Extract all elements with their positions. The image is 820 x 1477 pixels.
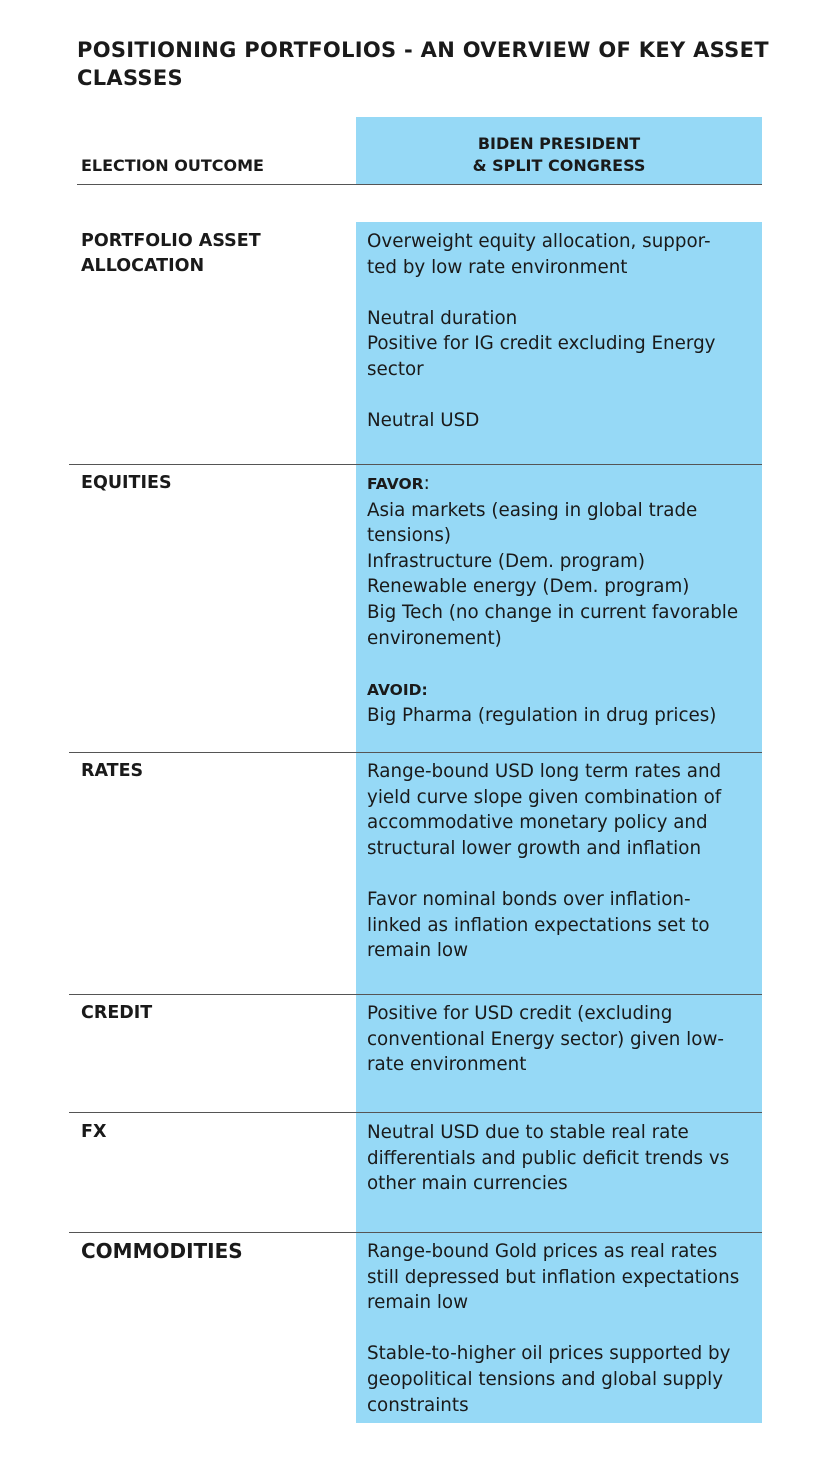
text-line: Favor nominal bonds over inflation- — [367, 888, 691, 910]
text-line: remain low — [367, 940, 469, 962]
text-line: Neutral USD — [367, 410, 480, 432]
text-line: Overweight equity allocation, suppor- — [367, 231, 711, 252]
text-line: Neutral duration — [367, 307, 518, 329]
avoid-heading: AVOID: — [367, 680, 428, 699]
scenario-header — [356, 117, 762, 184]
text-line: rate environment — [367, 1054, 527, 1076]
text-line: conventional Energy sector) given low- — [367, 1028, 724, 1050]
row-content-fx — [367, 1120, 757, 1197]
row-content-equities: FAVOR: Asia markets (easing in global trade tensions) Infrastructure (Dem. program) Renewable energy (Dem. program) Big Tech (no change in current favorable environement) AVOID: Big Pharma (regulation in drug prices) — [367, 471, 757, 729]
row-divider — [69, 1232, 762, 1233]
text-line: Neutral USD due to stable real rate — [367, 1122, 689, 1143]
text-line: Range-bound USD long term rates and — [367, 761, 722, 782]
text-line: Big Tech (no change in current favorable — [367, 601, 739, 623]
row-label-fx: FX — [81, 1122, 107, 1142]
scenario-header-line-1: BIDEN PRESIDENT — [477, 134, 641, 153]
election-outcome-label: ELECTION OUTCOME — [81, 156, 264, 175]
row-content-commodities — [367, 1239, 757, 1418]
text-line: Infrastructure (Dem. program) — [367, 550, 645, 572]
text-line: sector — [367, 358, 424, 380]
header-divider — [77, 184, 762, 185]
row-label-allocation-line-2: ALLOCATION — [81, 256, 205, 276]
text-line: Big Pharma (regulation in drug prices) — [367, 705, 717, 727]
row-content-allocation — [367, 229, 757, 434]
text-line: yield curve slope given combination of — [367, 786, 722, 808]
text-line: tensions) — [367, 525, 452, 547]
row-label-commodities: COMMODITIES — [81, 1239, 243, 1263]
text-line: Renewable energy (Dem. program) — [367, 576, 690, 598]
text-line: accommodative monetary policy and — [367, 812, 708, 834]
row-divider — [69, 752, 762, 753]
text-line: constraints — [367, 1394, 469, 1416]
row-divider — [69, 1112, 762, 1113]
page-title: POSITIONING PORTFOLIOS - AN OVERVIEW OF KEY ASSET CLASSES — [77, 38, 769, 90]
row-label-equities: EQUITIES — [81, 473, 172, 493]
text-line: Asia markets (easing in global trade — [367, 499, 698, 521]
text-line: other main currencies — [367, 1173, 568, 1195]
row-divider — [69, 464, 762, 465]
row-label-credit: CREDIT — [81, 1003, 153, 1023]
row-content-rates — [367, 759, 757, 964]
text-line: Stable-to-higher oil prices supported by — [367, 1343, 731, 1365]
text-line: environement) — [367, 627, 502, 649]
text-line: geopolitical tensions and global supply — [367, 1368, 724, 1390]
text-line: differentials and public deficit trends vs — [367, 1147, 730, 1169]
row-label-rates: RATES — [81, 761, 144, 781]
row-label-allocation — [81, 229, 341, 279]
text-line: remain low — [367, 1292, 469, 1314]
text-line: linked as inflation expectations set to — [367, 914, 710, 936]
text-line: Positive for IG credit excluding Energy — [367, 333, 716, 355]
text-line: structural lower growth and inflation — [367, 837, 702, 859]
text-line: Range-bound Gold prices as real rates — [367, 1241, 718, 1262]
row-divider — [69, 994, 762, 995]
row-label-allocation-line-1: PORTFOLIO ASSET — [81, 231, 261, 251]
favor-heading: FAVOR — [367, 475, 424, 493]
text-line: still depressed but inflation expectations — [367, 1266, 740, 1288]
scenario-header-line-2: & SPLIT CONGRESS — [472, 156, 646, 175]
text-line: ted by low rate environment — [367, 256, 628, 278]
text-line: Positive for USD credit (excluding — [367, 1003, 673, 1024]
row-content-credit — [367, 1001, 757, 1078]
